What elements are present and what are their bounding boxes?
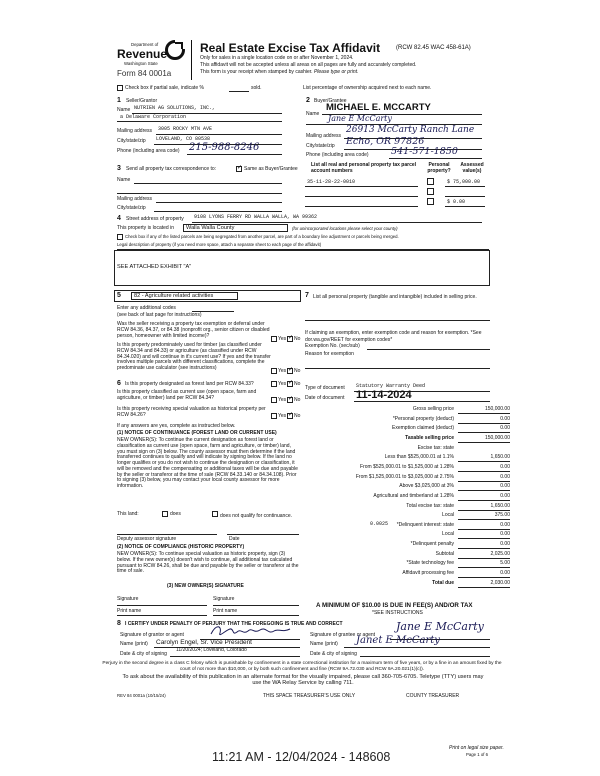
tax-row-value[interactable]: 2,025.00	[458, 552, 510, 559]
tax-row-label: Exemption claimed (deduct)	[392, 425, 454, 432]
notice-1: Only for sales in a single location code on or after November 1, 2024.	[200, 55, 354, 61]
alternate-format-note: To ask about the availability of this publication in an alternate format for the visually impaired, please call 360-705-6705. Teletype (TTY) users may use the WA Relay Service by calling 711.	[122, 674, 484, 687]
street-address: 9108 LYONS FERRY RD WALLA WALLA, WA 99362	[194, 214, 318, 220]
same-as-buyer-label: Same as Buyer/Grantee	[244, 166, 298, 172]
grantor-date-line	[170, 656, 300, 657]
exemption-yes-label: Yes	[278, 336, 287, 342]
assessed-line-3	[445, 206, 485, 207]
notice-continuance-body: NEW OWNER(S): To continue the current designation as forest land or classification as current use (open space, farm and agriculture, or timber) land, you must sign on (3) below. The county assessor must then determine if the land transferred continues to qualify and will indicate by signing below. If the land no longer qualifies or you do not wish to continue the designation or classification, it will be removed and the compensating or additional taxes will be due and payable by the seller or transferor at the time of sale (RCW 84.33.140 or 84.34.108). Prior to signing (3) below, you may contact your local county assessor for more information.	[117, 437, 298, 489]
county-value: Walla Walla County	[186, 225, 235, 231]
seller-name-line2-rule	[117, 121, 282, 122]
owner-sig-line-2	[213, 605, 299, 606]
tax-row-label: *Delinquent penalty	[410, 541, 454, 548]
forest-no-checkbox[interactable]	[287, 381, 293, 387]
tax-row-value[interactable]: 375.00	[458, 513, 510, 520]
tax-row-value[interactable]: 0.00	[458, 484, 510, 491]
tax-row	[302, 465, 510, 473]
grantor-date: 11/20/2024; Loveland, Colorado	[176, 647, 247, 653]
buyer-phone-label: Phone (including area code)	[306, 152, 369, 158]
personal-property-checkbox-1[interactable]	[427, 178, 434, 185]
notice-continuance-title: (1) NOTICE OF CONTINUANCE (FOREST LAND OR CURRENT USE)	[117, 430, 277, 436]
timber-no-checkbox[interactable]	[287, 368, 293, 374]
tax-row	[302, 494, 510, 502]
page-number: Page 1 of 6	[466, 752, 488, 757]
tax-row	[302, 455, 510, 463]
assessed-value-3: $ 0.00	[447, 199, 466, 205]
historical-no-label: No	[294, 413, 301, 419]
seller-city-label: City/state/zip	[117, 138, 146, 144]
owner-print-label-1: Print name	[117, 608, 142, 614]
tax-row	[302, 523, 510, 531]
this-land-label: This land:	[117, 511, 139, 517]
timber-yes-label: Yes	[278, 368, 287, 374]
legal-description-text: SEE ATTACHED EXHIBIT "A"	[117, 264, 192, 270]
legal-description-box[interactable]	[114, 250, 490, 286]
section3-address-label: Mailing address	[117, 196, 153, 202]
additional-codes-label: Enter any additional codes	[117, 305, 176, 311]
tax-row-value[interactable]: 0.00	[458, 494, 510, 501]
notice-compliance-title: (2) NOTICE OF COMPLIANCE (HISTORIC PROPERTY)	[117, 544, 245, 550]
section-1-number: 1	[117, 97, 121, 104]
tax-row-value[interactable]: 0.00	[458, 532, 510, 539]
tax-row-label: Total due	[432, 579, 454, 586]
personal-property-checkbox-3[interactable]	[427, 198, 434, 205]
segregated-checkbox[interactable]	[117, 234, 123, 240]
tax-row-label: Less than $525,000.01 at 1.1%	[384, 454, 454, 461]
forest-no-label: No	[294, 381, 301, 387]
tax-row-value[interactable]: 0.00	[458, 426, 510, 433]
parcel-line-2	[305, 196, 418, 197]
personal-property-checkbox-2[interactable]	[427, 188, 434, 195]
tax-row-value[interactable]: 0.00	[458, 542, 510, 549]
perjury-notice: Perjury in the second degree is a class C felony which is punishable by confinement in a state correctional institution for a maximum term of five years, or by a fine in an amount fixed by the court of not more than $10,000, or by both such confinement and fine (RCW 9A.72.030 and RCW 9A.20.021(1)(c)).	[102, 661, 502, 672]
county-treasurer-label: COUNTY TREASURER	[406, 693, 460, 699]
deputy-sig-line	[117, 534, 217, 535]
seller-phone: 215-988-8246	[189, 142, 260, 153]
form-number: Form 84 0001a	[117, 69, 172, 78]
tax-row-label: Local	[442, 512, 454, 519]
partial-sale-line	[229, 91, 249, 92]
historical-question: Is this property receiving special valuation as historical property per RCW 84.26?	[117, 406, 266, 418]
doc-type-label: Type of document	[305, 385, 345, 391]
section-5-number: 5	[117, 292, 121, 299]
recording-stamp: 11:21 AM - 12/04/2024 - 148608	[212, 750, 391, 764]
tax-row	[302, 504, 510, 512]
tax-row	[302, 571, 510, 579]
timber-yes-checkbox[interactable]	[271, 368, 277, 374]
parcel-line-3	[305, 206, 418, 207]
tax-row-value[interactable]: 0.00	[458, 475, 510, 482]
forest-question: Is this property designated as forest land per RCW 84.33?	[125, 381, 254, 387]
seller-city: LOVELAND, CO 80538	[156, 136, 211, 142]
parcel-number-1: 35-11-28-22-0010	[307, 179, 356, 185]
tax-row-label: From $1,525,000.01 to $3,025,000 at 2.75%	[355, 473, 454, 480]
section3-city-label: City/state/zip	[117, 205, 146, 211]
section3-city-line	[154, 211, 282, 212]
legal-paper-note: Print on legal size paper.	[449, 745, 504, 751]
grantee-name-label: Name (print)	[310, 641, 338, 647]
tax-row	[302, 542, 510, 550]
current-use-yes-checkbox[interactable]	[271, 397, 277, 403]
tax-row	[302, 484, 510, 492]
tax-row-value[interactable]: 150,000.00	[458, 436, 510, 443]
see-instructions: *SEE INSTRUCTIONS	[372, 610, 423, 616]
does-label: does	[170, 511, 181, 517]
exemption-claim-label: If claiming an exemption, enter exemption code and reason for exemption. *See dor.wa.gov/REET for exemption codes*	[305, 330, 482, 343]
section-4-number: 4	[117, 215, 121, 222]
tax-row-label: Total excise tax: state	[406, 502, 454, 509]
grantor-name-label: Name (print)	[120, 641, 148, 647]
county-select[interactable]	[183, 224, 288, 232]
street-address-label: Street address of property	[126, 216, 184, 222]
new-owner-sig-title: (3) NEW OWNER(S) SIGNATURE	[167, 583, 244, 589]
tax-row	[302, 417, 510, 425]
same-as-buyer-checkbox[interactable]	[236, 166, 242, 172]
assessed-value-1: $ 75,000.00	[447, 179, 481, 185]
buyer-city: Echo, OR 97826	[346, 136, 425, 147]
tax-row-label: *State technology fee	[406, 560, 454, 567]
historical-no-checkbox[interactable]	[287, 413, 293, 419]
tax-row-value[interactable]: 0.00	[458, 417, 510, 424]
grantor-signature-icon	[208, 622, 294, 640]
grantor-date-label: Date & city of signing	[120, 651, 167, 657]
parcel-line-1	[305, 186, 418, 187]
timber-question: Is this property predominately used for timber (as classified under RCW 84.34 and 84.33) or agriculture (as classified under RCW 84.34.020) and will continue in it's current use? If yes and the transfer involves multiple parcels with different classifications, complete the predominate use calculator (see instructions)	[117, 342, 271, 371]
tax-row	[302, 407, 510, 415]
owner-print-label-2: Print name	[213, 608, 238, 614]
tax-row	[302, 552, 510, 560]
correspondence-label: Send all property tax correspondence to:	[126, 166, 217, 172]
owner-sig-label-1: Signature	[117, 596, 139, 602]
grantee-date-label: Date & city of signing	[310, 651, 357, 657]
section-2-number: 2	[306, 97, 310, 104]
section-3-number: 3	[117, 165, 121, 172]
exemption-reason-label: Reason for exemption	[305, 351, 354, 357]
grantee-name: Janet E McCarty	[356, 635, 440, 646]
tax-row-label: Gross selling price	[412, 406, 454, 412]
located-in-label: This property is located in	[117, 225, 174, 231]
personal-property-line	[305, 320, 490, 321]
local-rate: 0.0025	[370, 521, 389, 527]
header-divider	[191, 40, 192, 80]
grantee-name-line	[344, 647, 490, 648]
exemption-yes-checkbox[interactable]	[271, 336, 277, 342]
seller-address: 3005 ROCKY MTN AVE	[158, 126, 213, 132]
use-code-value: 82 - Agriculture related activities	[134, 293, 214, 299]
tax-row-label: Subtotal	[435, 550, 454, 557]
forest-yes-label: Yes	[278, 381, 287, 387]
exemption-no-label: Exemption No. (sec/sub)	[305, 343, 360, 349]
assessed-value-header: Assessed value(s)	[460, 162, 484, 175]
revenue-logo-icon	[165, 40, 185, 60]
tax-row-label: Above $3,025,000 at 3%	[399, 483, 454, 490]
street-address-line	[192, 222, 482, 223]
grantee-sig-label: Signature of grantee or agent	[310, 632, 376, 638]
tax-row-label: *Personal property (deduct)	[392, 415, 454, 422]
agency-state: Washington State	[124, 61, 158, 66]
tax-row-label: Agricultural and timberland at 1.28%	[373, 492, 454, 499]
buyer-address-label: Mailing address	[306, 133, 342, 139]
does-not-label: does not qualify for continuance.	[220, 513, 292, 519]
personal-property-label: List all personal property (tangible and intangible) included in selling price.	[313, 294, 477, 300]
doc-type: Statutory Warranty Deed	[356, 383, 426, 389]
seller-heading: Seller/Grantor	[126, 98, 158, 104]
if-yes-note: If any answers are yes, complete as instructed below.	[117, 423, 236, 429]
tax-row-label: Taxable selling price	[405, 434, 454, 441]
tax-row-value[interactable]: 5.00	[458, 561, 510, 568]
seller-phone-label: Phone (including area code)	[117, 148, 180, 154]
does-checkbox[interactable]	[162, 511, 168, 517]
deputy-date-label: Date	[229, 536, 240, 542]
notice-2: This affidavit will not be accepted unless all areas on all pages are fully and accurately completed.	[200, 62, 417, 68]
personal-property-header: Personal property?	[427, 162, 451, 175]
agency-name: Revenue	[117, 47, 168, 61]
buyer-phone-line	[389, 158, 482, 159]
tax-row	[302, 436, 510, 444]
certify-statement: I CERTIFY UNDER PENALTY OF PERJURY THAT THE FOREGOING IS TRUE AND CORRECT	[125, 621, 343, 627]
section-7-number: 7	[305, 292, 309, 299]
exemption-no-line	[367, 349, 490, 350]
buyer-name-label: Name	[306, 111, 320, 117]
unincorporated-note: (for unincorporated locations please select your county)	[292, 226, 398, 231]
buyer-address: 26913 McCarty Ranch Lane	[346, 125, 475, 135]
ownership-note: List percentage of ownership acquired next to each name.	[303, 85, 432, 91]
form-title-ref: (RCW 82.45 WAC 458-61A)	[396, 45, 471, 51]
grantor-name: Carolyn Engel, Sr. Vice President	[156, 639, 252, 646]
owner-sig-line-1	[117, 605, 207, 606]
section-6-number: 6	[117, 380, 121, 387]
tax-row-label: From $525,000.01 to $1,525,000 at 1.28%	[360, 463, 454, 470]
grantee-signature: Jane E McCarty	[396, 620, 484, 633]
notice-3: This form is your receipt when stamped by cashier. Please type or print.	[200, 69, 359, 75]
exemption-no-checkbox[interactable]	[287, 336, 293, 342]
tax-row	[302, 561, 510, 569]
historical-yes-label: Yes	[278, 413, 287, 419]
tax-row	[302, 513, 510, 521]
tax-row	[302, 426, 510, 434]
does-not-checkbox[interactable]	[212, 511, 218, 517]
buyer-city-label: City/state/zip	[306, 143, 335, 149]
tax-row-label: Excise tax: state	[417, 444, 454, 451]
section3-address-line	[156, 202, 282, 203]
grantor-sig-label: Signature of grantor or agent	[120, 632, 184, 638]
tax-row-label: *Delinquent interest: state	[396, 521, 454, 528]
doc-date-label: Date of document	[305, 395, 345, 401]
current-use-no-checkbox[interactable]	[287, 397, 293, 403]
deputy-date-line	[227, 534, 299, 535]
tax-row-value[interactable]: 2,030.00	[458, 581, 510, 588]
exemption-reason-line	[305, 368, 490, 369]
assessed-line-1	[445, 186, 485, 187]
seller-name-label: Name	[117, 107, 131, 113]
tax-row	[302, 532, 510, 540]
buyer-phone: 541-571-1850	[391, 146, 458, 157]
owner-sig-label-2: Signature	[213, 596, 235, 602]
current-use-yes-label: Yes	[278, 397, 287, 403]
agency-top: Department of	[131, 42, 159, 47]
exemption-no-label: No	[294, 336, 301, 342]
treasurer-use-label: THIS SPACE TREASURER'S USE ONLY	[263, 693, 356, 699]
buyer-heading: Buyer/Grantee	[314, 98, 347, 104]
current-use-no-label: No	[294, 397, 301, 403]
doc-date: 11-14-2024	[356, 389, 412, 401]
seller-phone-line	[187, 154, 282, 155]
minimum-due-note: A MINIMUM OF $10.00 IS DUE IN FEE(S) AND/OR TAX	[316, 602, 473, 609]
historical-yes-checkbox[interactable]	[271, 413, 277, 419]
grantee-date-line	[360, 656, 490, 657]
see-back-note: (see back of last page for instructions)	[117, 312, 202, 318]
tax-row	[302, 581, 510, 589]
tax-row-label: Local	[442, 531, 454, 538]
tax-row-value[interactable]: 0.00	[458, 523, 510, 530]
notice-compliance-body: NEW OWNER(S): To continue special valuation as historic property, sign (3) below. If the new owner(s) doesn't wish to continue, all additional tax calculated pursuant to RCW 84.26, shall be due and payable by the seller or transferor at the time of sale.	[117, 551, 299, 575]
buyer-name-handwritten: Jane E McCarty	[328, 114, 392, 123]
legal-description-label: Legal description of property (if you need more space, attach a separate sheet to each page of the affidavit)	[117, 242, 322, 247]
owner-print-line-2	[213, 615, 299, 616]
seller-name: NUTRIEN AG SOLUTIONS, INC.,	[134, 105, 216, 111]
timber-no-label: No	[294, 368, 301, 374]
buyer-name: MICHAEL E. MCCARTY	[326, 102, 431, 113]
tax-row-value[interactable]: 150,000.00	[458, 407, 510, 414]
seller-name-line2: a Delaware Corporation	[120, 114, 187, 120]
forest-yes-checkbox[interactable]	[271, 381, 277, 387]
segregated-note: Check box if any of the listed parcels are being segregated from another parcel, are part of a boundary line adjustment or parcels being merged.	[125, 234, 399, 239]
deputy-sig-label: Deputy assessor signature	[117, 536, 177, 542]
tax-row-label: Affidavit processing fee	[402, 570, 454, 577]
exemption-question: Was the seller receiving a property tax exemption or deferral under RCW 84.36, 84.37, or 84.38 (nonprofit org., senior citizen or disabled person, homeowner with limited income)?	[117, 321, 270, 339]
revision-number: REV 84 0001a (10/15/24)	[117, 693, 166, 698]
tax-row	[302, 446, 510, 454]
section-8-number: 8	[117, 620, 121, 627]
tax-row-value[interactable]: 1,650.00	[458, 455, 510, 462]
tax-row-value[interactable]: 0.00	[458, 465, 510, 472]
doc-date-line	[354, 401, 490, 402]
parcel-col-header: List all real and personal property tax parcel account numbers	[311, 162, 417, 175]
partial-sale-label: Check box if partial sale, indicate %	[125, 85, 204, 91]
use-code-select[interactable]	[131, 292, 238, 300]
section3-name-label: Name	[117, 177, 131, 183]
current-use-question: Is this property classified as current use (open space, farm and agriculture, or timber) land per RCW 84.34?	[117, 389, 257, 401]
section3-blank-line	[117, 193, 282, 194]
assessed-line-2	[445, 196, 485, 197]
seller-address-label: Mailing address	[117, 128, 153, 134]
partial-sale-suffix: sold.	[251, 85, 262, 91]
partial-sale-checkbox[interactable]	[117, 85, 123, 91]
tax-row-value[interactable]: 0.00	[458, 571, 510, 578]
tax-row	[302, 475, 510, 483]
owner-print-line-1	[117, 615, 207, 616]
form-title: Real Estate Excise Tax Affidavit	[200, 41, 381, 55]
tax-row-value[interactable]: 1,650.00	[458, 504, 510, 511]
section3-name-line	[134, 183, 282, 184]
seller-address-line	[156, 134, 282, 135]
